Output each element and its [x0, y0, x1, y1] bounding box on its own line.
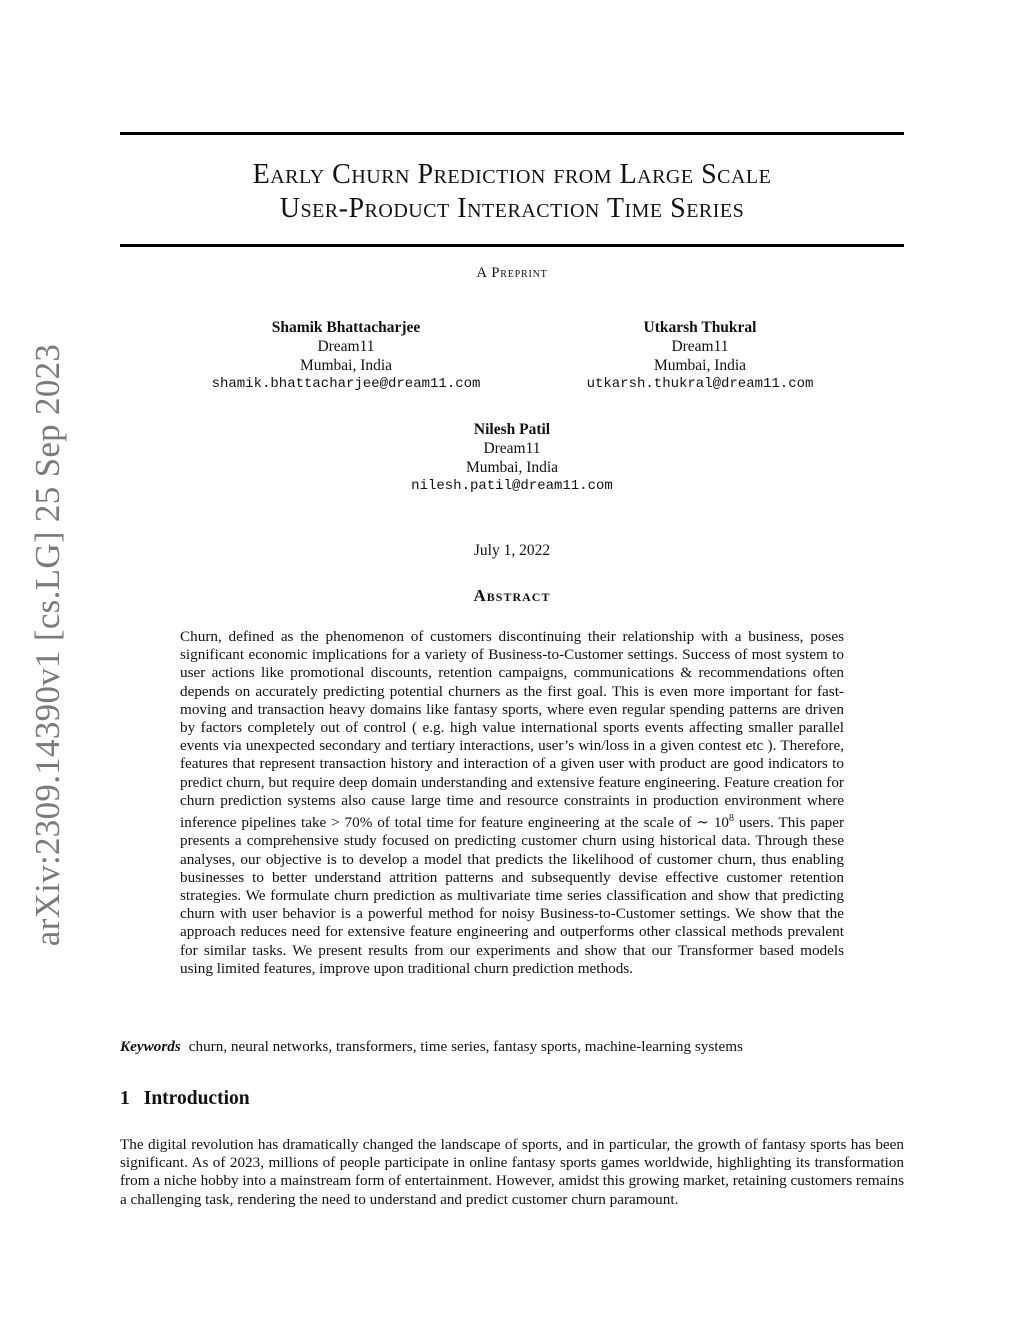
preprint-label: A Preprint [476, 265, 548, 281]
abstract-body [180, 628, 844, 978]
paper-title [120, 158, 904, 226]
paper-date: July 1, 2022 [473, 542, 551, 559]
keywords-text: churn, neural networks, transformers, time series, fantasy sports, machine-learning systems [188, 1038, 743, 1055]
abstract-text-start: Churn, defined as the phenomenon of customers discontinuing their relationship with a business, poses significant economic implications for a variety of Business-to-Customer settings. Success of most system to user actions like promotional discounts, retention campaigns, communications & recommendations often depends on accurately predicting potential churners as the first goal. This is even more important for fast-moving and transaction heavy domains like fantasy sports, where even regular spending patterns are driven by factors completely out of control ( e.g. high value international sports events affecting smaller parallel events via unexpected secondary and tertiary interactions, user’s win/loss in a given contest etc ). Therefore, features that represent transaction history and interaction of a given user with product are good indicators to predict churn, but require deep domain understanding and extensive feature engineering. Feature creation for churn prediction systems also cause large time and resource constraints in production environment where inference pipelines take > 70% of total time for feature engineering at the scale of ∼ 10 [180, 628, 844, 832]
author-name: Nilesh Patil [473, 421, 551, 438]
author-block [362, 420, 662, 496]
author-location: Mumbai, India [465, 459, 559, 476]
author-name: Utkarsh Thukral [643, 319, 757, 336]
author-affiliation: Dream11 [671, 338, 729, 355]
author-email: utkarsh.thukral@dream11.com [586, 376, 814, 392]
author-block [196, 318, 496, 394]
author-location: Mumbai, India [653, 357, 747, 374]
author-email: shamik.bhattacharjee@dream11.com [211, 376, 481, 392]
author-email: nilesh.patil@dream11.com [411, 478, 613, 494]
keywords-label: Keywords [120, 1038, 181, 1055]
section-title: Introduction [143, 1088, 250, 1109]
abstract-exponent: 8 [729, 813, 735, 825]
introduction-paragraph: The digital revolution has dramatically changed the landscape of sports, and in particular, the growth of fantasy sports has been significant. As of 2023, millions of people participate in online fantasy sports games worldwide, highlighting its transformation from a niche hobby into a mainstream form of entertainment. However, amidst this growing market, retaining customers remains a challenging task, rendering the need to understand and predict customer churn paramount. [120, 1136, 904, 1208]
section-heading-introduction [120, 1088, 250, 1110]
title-line-1: Early Churn Prediction from Large Scale [252, 159, 772, 190]
title-bottom-rule [120, 244, 904, 247]
arxiv-side-stamp: arXiv:2309.14390v1 [cs.LG] 25 Sep 2023 [28, 343, 67, 947]
abstract-heading: Abstract [473, 586, 551, 605]
keywords-line [120, 1038, 904, 1056]
title-line-2: User-Product Interaction Time Series [279, 193, 745, 224]
section-number: 1 [120, 1088, 130, 1109]
abstract-text-end: users. This paper presents a comprehensive study focused on predicting customer churn using historical data. Through these analyses, our objective is to develop a model that predicts the likelihood of customer churn, thus enabling businesses to better understand attrition patterns and subsequently devise effective customer retention strategies. We formulate churn prediction as multivariate time series classification and show that predicting churn with user behavior is a powerful method for noisy Business-to-Customer settings. We show that the approach reduces need for extensive feature engineering and outperforms other classical methods prevalent for similar tasks. We present results from our experiments and show that our Transformer based models using limited features, improve upon traditional churn prediction methods. [180, 814, 845, 977]
author-name: Shamik Bhattacharjee [271, 319, 421, 336]
author-affiliation: Dream11 [483, 440, 541, 457]
author-block [570, 318, 830, 394]
author-affiliation: Dream11 [317, 338, 375, 355]
title-top-rule [120, 132, 904, 135]
author-location: Mumbai, India [299, 357, 393, 374]
